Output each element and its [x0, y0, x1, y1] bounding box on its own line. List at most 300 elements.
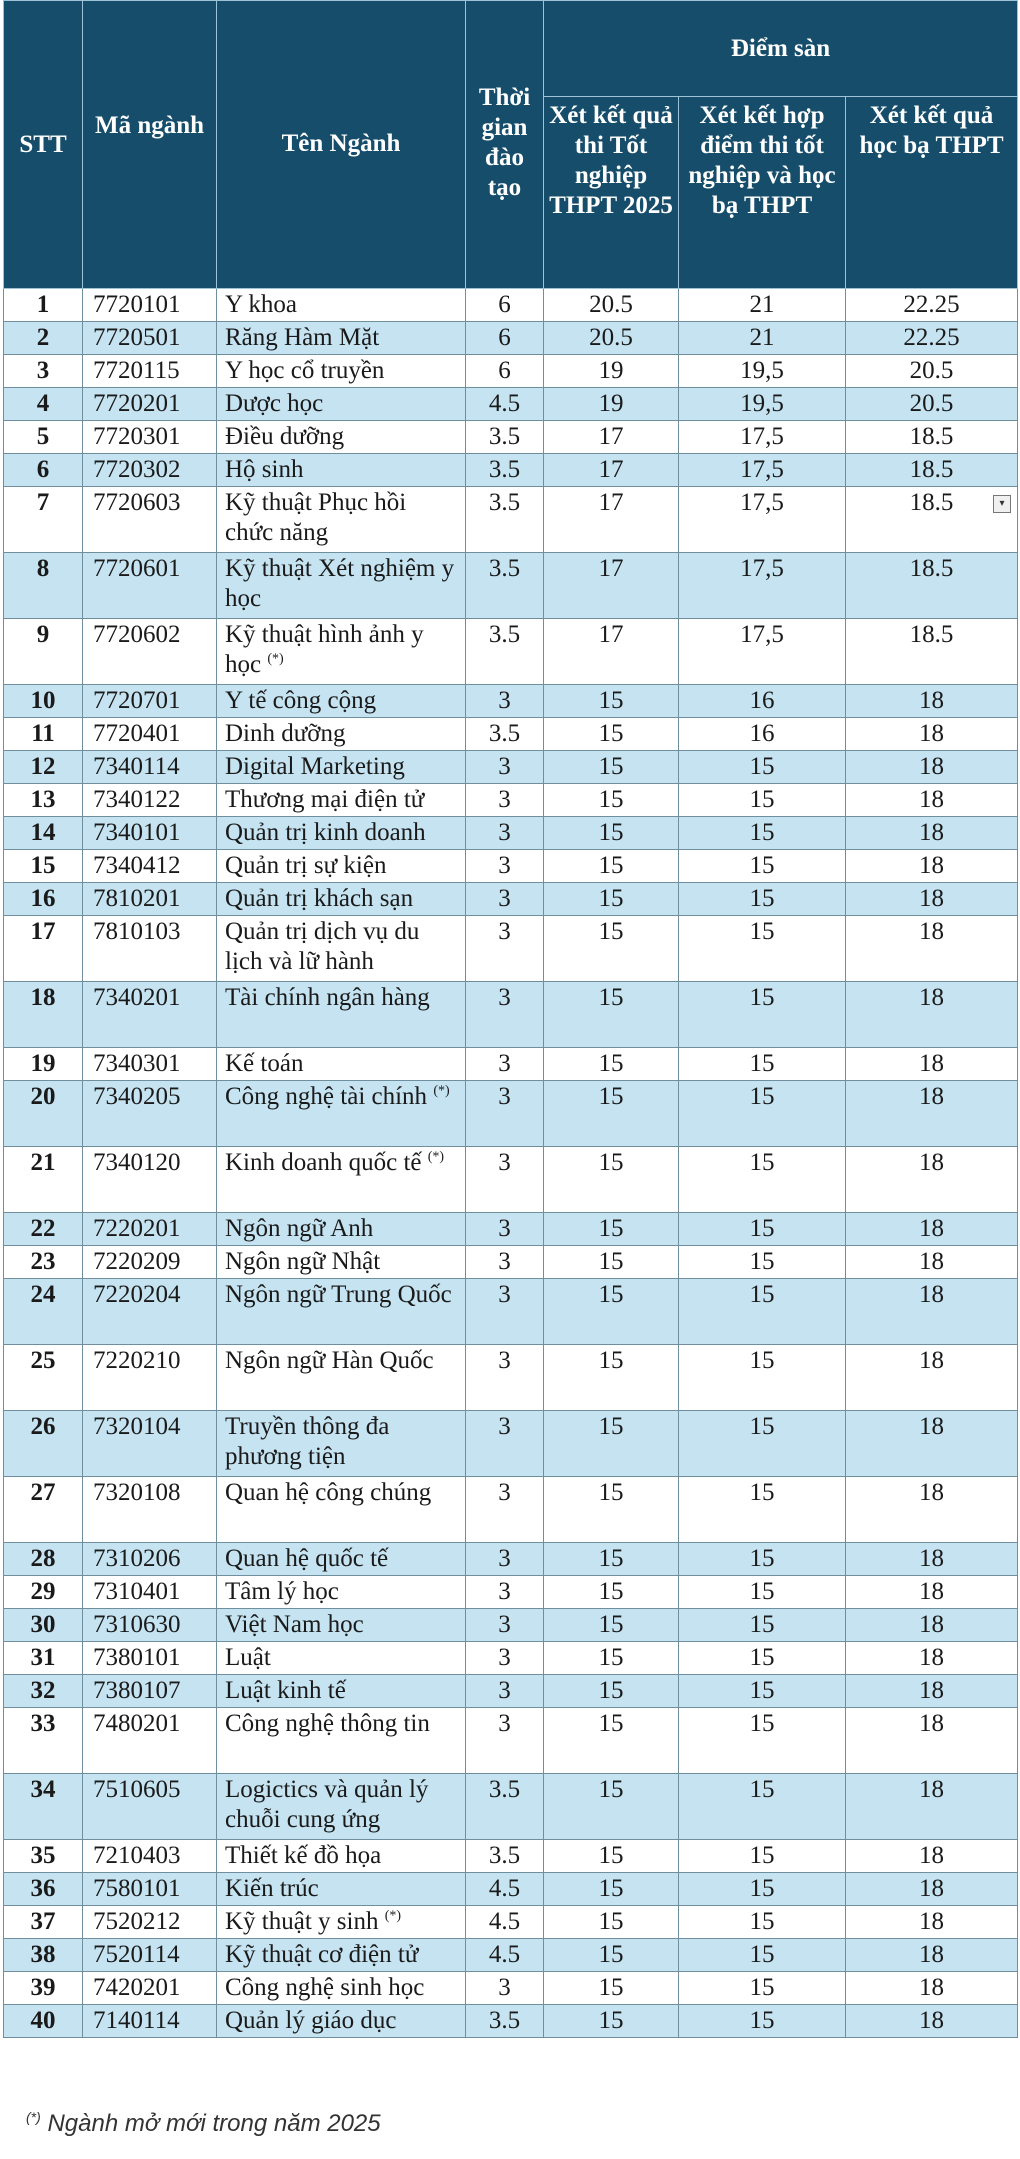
name-cell	[217, 2005, 466, 2038]
score-ket-hop-cell	[679, 1774, 846, 1840]
stt-cell	[4, 421, 83, 454]
score-ket-hop-cell	[679, 487, 846, 553]
name-cell-value: Công nghệ sinh học	[225, 1974, 425, 2001]
stt-cell-value: 22	[30, 1215, 56, 1242]
table-row	[4, 487, 1018, 553]
code-cell-value: 7720602	[93, 621, 181, 648]
score-ket-hop-cell	[679, 1246, 846, 1279]
score-thi-cell-value: 15	[598, 1479, 624, 1506]
code-cell	[83, 883, 217, 916]
score-thi-cell	[544, 718, 679, 751]
name-cell	[217, 1972, 466, 2005]
years-cell	[466, 1840, 544, 1873]
table-row	[4, 850, 1018, 883]
name-cell	[217, 982, 466, 1048]
score-thi-cell	[544, 1345, 679, 1411]
years-cell-value: 3	[498, 1248, 511, 1275]
years-cell	[466, 1609, 544, 1642]
score-thi-cell-value: 15	[598, 1908, 624, 1935]
score-thi-cell-value: 15	[598, 2007, 624, 2034]
stt-cell-value: 29	[30, 1578, 56, 1605]
table-row	[4, 553, 1018, 619]
score-ket-hop-cell	[679, 1147, 846, 1213]
score-thi-cell	[544, 1081, 679, 1147]
code-cell-value: 7420201	[93, 1974, 181, 2001]
score-thi-cell-value: 15	[598, 1149, 624, 1176]
code-cell	[83, 289, 217, 322]
stt-cell	[4, 388, 83, 421]
header-stt: STT	[4, 1, 83, 289]
score-hoc-ba-cell	[846, 1972, 1018, 2005]
years-cell	[466, 1576, 544, 1609]
score-ket-hop-cell	[679, 718, 846, 751]
score-ket-hop-cell-value: 19,5	[740, 390, 784, 417]
score-hoc-ba-cell-value: 18	[919, 1248, 945, 1275]
score-ket-hop-cell	[679, 1873, 846, 1906]
code-cell	[83, 487, 217, 553]
stt-cell	[4, 322, 83, 355]
stt-cell-value: 4	[36, 390, 50, 417]
years-cell-value: 3	[498, 1644, 511, 1671]
score-thi-cell-value: 20.5	[589, 324, 633, 351]
score-hoc-ba-cell-value: 18	[919, 1215, 945, 1242]
code-cell	[83, 916, 217, 982]
name-cell	[217, 1081, 466, 1147]
table-row	[4, 1972, 1018, 2005]
score-ket-hop-cell	[679, 1477, 846, 1543]
table-row	[4, 1246, 1018, 1279]
code-cell	[83, 685, 217, 718]
table-body	[4, 289, 1018, 2038]
score-thi-cell	[544, 1774, 679, 1840]
score-hoc-ba-cell-value: 18	[919, 1974, 945, 2001]
score-hoc-ba-cell-value: 18	[919, 1677, 945, 1704]
dropdown-arrow-icon[interactable]: ▾	[993, 495, 1011, 513]
score-ket-hop-cell	[679, 2005, 846, 2038]
code-cell-value: 7720401	[93, 720, 181, 747]
score-ket-hop-cell-value: 17,5	[740, 489, 784, 516]
score-ket-hop-cell-value: 15	[749, 1545, 775, 1572]
years-cell-value: 3.5	[488, 555, 521, 582]
code-cell-value: 7720701	[93, 687, 181, 714]
code-cell-value: 7220204	[93, 1281, 181, 1308]
table-row	[4, 1939, 1018, 1972]
score-ket-hop-cell-value: 15	[749, 819, 775, 846]
score-ket-hop-cell-value: 15	[749, 1776, 775, 1803]
name-cell-value: Dinh dưỡng	[225, 720, 346, 747]
name-cell-value: Quản trị kinh doanh	[225, 819, 426, 846]
score-hoc-ba-cell-value: 18	[919, 1281, 945, 1308]
header-xet-ket-hop: Xét kết hợp điểm thi tốt nghiệp và học bạ THPT	[679, 97, 846, 289]
score-thi-cell-value: 17	[598, 423, 624, 450]
name-cell-value: Răng Hàm Mặt	[225, 324, 380, 351]
code-cell	[83, 718, 217, 751]
score-thi-cell-value: 17	[598, 555, 624, 582]
score-ket-hop-cell	[679, 1939, 846, 1972]
score-hoc-ba-cell	[846, 454, 1018, 487]
name-cell	[217, 619, 466, 685]
score-ket-hop-cell	[679, 982, 846, 1048]
score-hoc-ba-cell-value: 22.25	[903, 291, 960, 318]
score-hoc-ba-cell	[846, 1081, 1018, 1147]
years-cell-value: 3	[498, 1347, 511, 1374]
years-cell	[466, 1048, 544, 1081]
score-ket-hop-cell-value: 17,5	[740, 555, 784, 582]
header-xet-hoc-ba: Xét kết quả học bạ THPT	[846, 97, 1018, 289]
score-thi-cell-value: 15	[598, 786, 624, 813]
score-ket-hop-cell	[679, 1675, 846, 1708]
score-thi-cell	[544, 751, 679, 784]
years-cell	[466, 1642, 544, 1675]
score-ket-hop-cell-value: 15	[749, 1149, 775, 1176]
years-cell-value: 3.5	[488, 489, 521, 516]
score-hoc-ba-cell-value: 18	[919, 1347, 945, 1374]
years-cell-value: 3	[498, 786, 511, 813]
score-ket-hop-cell	[679, 355, 846, 388]
score-ket-hop-cell-value: 15	[749, 1281, 775, 1308]
table-row	[4, 1081, 1018, 1147]
years-cell-value: 3	[498, 819, 511, 846]
stt-cell	[4, 1345, 83, 1411]
score-thi-cell	[544, 1939, 679, 1972]
score-hoc-ba-cell	[846, 388, 1018, 421]
years-cell-value: 4.5	[488, 1908, 521, 1935]
years-cell-value: 3	[498, 1479, 511, 1506]
score-hoc-ba-cell	[846, 1939, 1018, 1972]
score-hoc-ba-cell-value: 18	[919, 1842, 945, 1869]
code-cell-value: 7320104	[93, 1413, 181, 1440]
code-cell	[83, 2005, 217, 2038]
score-hoc-ba-cell-value: 18	[919, 1941, 945, 1968]
score-hoc-ba-cell-value: 18	[919, 1050, 945, 1077]
stt-cell-value: 33	[30, 1710, 56, 1737]
code-cell	[83, 421, 217, 454]
code-cell-value: 7520212	[93, 1908, 181, 1935]
years-cell-value: 3.5	[488, 621, 521, 648]
stt-cell-value: 13	[30, 786, 56, 813]
name-cell	[217, 1543, 466, 1576]
score-hoc-ba-cell	[846, 751, 1018, 784]
score-hoc-ba-cell	[846, 1708, 1018, 1774]
code-cell-value: 7140114	[93, 2007, 180, 2034]
years-cell	[466, 289, 544, 322]
score-ket-hop-cell	[679, 1972, 846, 2005]
name-cell-value: Công nghệ tài chính	[225, 1083, 428, 1110]
score-ket-hop-cell	[679, 1642, 846, 1675]
years-cell-value: 4.5	[488, 390, 521, 417]
table-row	[4, 619, 1018, 685]
name-cell	[217, 355, 466, 388]
years-cell	[466, 685, 544, 718]
score-ket-hop-cell	[679, 1609, 846, 1642]
score-thi-cell	[544, 619, 679, 685]
name-cell	[217, 817, 466, 850]
score-ket-hop-cell-value: 15	[749, 1347, 775, 1374]
stt-cell-value: 31	[30, 1644, 56, 1671]
table-row	[4, 1675, 1018, 1708]
table-row	[4, 1147, 1018, 1213]
stt-cell	[4, 2005, 83, 2038]
score-thi-cell-value: 15	[598, 1413, 624, 1440]
score-hoc-ba-cell	[846, 1477, 1018, 1543]
score-thi-cell-value: 17	[598, 489, 624, 516]
code-cell	[83, 784, 217, 817]
code-cell-value: 7720201	[93, 390, 181, 417]
stt-cell-value: 16	[30, 885, 56, 912]
table-row	[4, 1411, 1018, 1477]
score-thi-cell-value: 15	[598, 1974, 624, 2001]
stt-cell-value: 39	[30, 1974, 56, 2001]
score-thi-cell-value: 15	[598, 819, 624, 846]
code-cell-value: 7340201	[93, 984, 181, 1011]
score-thi-cell-value: 15	[598, 1644, 624, 1671]
name-cell-value: Quản trị sự kiện	[225, 852, 387, 879]
table-row	[4, 322, 1018, 355]
stt-cell	[4, 850, 83, 883]
score-ket-hop-cell-value: 15	[749, 885, 775, 912]
code-cell-value: 7720501	[93, 324, 181, 351]
code-cell	[83, 1774, 217, 1840]
score-hoc-ba-cell-value: 18	[919, 885, 945, 912]
code-cell	[83, 850, 217, 883]
years-cell-value: 4.5	[488, 1875, 521, 1902]
years-cell	[466, 355, 544, 388]
score-ket-hop-cell	[679, 1081, 846, 1147]
stt-cell	[4, 553, 83, 619]
name-cell	[217, 1609, 466, 1642]
code-cell	[83, 1246, 217, 1279]
code-cell	[83, 1147, 217, 1213]
stt-cell	[4, 685, 83, 718]
score-ket-hop-cell-value: 15	[749, 1677, 775, 1704]
code-cell	[83, 1576, 217, 1609]
score-ket-hop-cell-value: 15	[749, 1974, 775, 2001]
stt-cell-value: 34	[30, 1776, 56, 1803]
name-cell-value: Kinh doanh quốc tế	[225, 1149, 422, 1176]
score-hoc-ba-cell	[846, 1246, 1018, 1279]
stt-cell	[4, 1906, 83, 1939]
score-hoc-ba-cell	[846, 289, 1018, 322]
code-cell-value: 7720603	[93, 489, 181, 516]
score-ket-hop-cell-value: 15	[749, 1842, 775, 1869]
score-hoc-ba-cell	[846, 883, 1018, 916]
name-cell-value: Kiến trúc	[225, 1875, 319, 1902]
name-cell-value: Ngôn ngữ Trung Quốc	[225, 1281, 452, 1308]
table-row	[4, 883, 1018, 916]
score-thi-cell	[544, 784, 679, 817]
name-cell-value: Quan hệ quốc tế	[225, 1545, 389, 1572]
name-cell-value: Thương mại điện tử	[225, 786, 425, 813]
years-cell-value: 3	[498, 1149, 511, 1176]
stt-cell	[4, 454, 83, 487]
name-cell	[217, 1213, 466, 1246]
score-thi-cell-value: 15	[598, 1083, 624, 1110]
score-thi-cell	[544, 982, 679, 1048]
code-cell-value: 7340205	[93, 1083, 181, 1110]
table-row	[4, 1609, 1018, 1642]
score-thi-cell-value: 19	[598, 357, 624, 384]
score-hoc-ba-cell	[846, 685, 1018, 718]
score-ket-hop-cell-value: 15	[749, 1611, 775, 1638]
score-thi-cell-value: 15	[598, 1281, 624, 1308]
code-cell-value: 7310401	[93, 1578, 181, 1605]
score-thi-cell-value: 15	[598, 1611, 624, 1638]
table-row	[4, 2005, 1018, 2038]
score-thi-cell-value: 15	[598, 1578, 624, 1605]
stt-cell	[4, 751, 83, 784]
years-cell-value: 3	[498, 1545, 511, 1572]
years-cell	[466, 421, 544, 454]
table-row	[4, 1906, 1018, 1939]
name-cell-value: Ngôn ngữ Nhật	[225, 1248, 381, 1275]
name-cell-value: Quản trị khách sạn	[225, 885, 414, 912]
score-ket-hop-cell-value: 15	[749, 1413, 775, 1440]
years-cell	[466, 1477, 544, 1543]
code-cell-value: 7720302	[93, 456, 181, 483]
code-cell-value: 7720301	[93, 423, 181, 450]
score-hoc-ba-cell-value: 18.5	[909, 423, 954, 450]
code-cell	[83, 1279, 217, 1345]
table-row	[4, 817, 1018, 850]
stt-cell-value: 12	[30, 753, 56, 780]
years-cell	[466, 1081, 544, 1147]
score-hoc-ba-cell	[846, 1906, 1018, 1939]
years-cell	[466, 751, 544, 784]
score-hoc-ba-cell	[846, 1840, 1018, 1873]
score-thi-cell	[544, 1411, 679, 1477]
score-ket-hop-cell	[679, 916, 846, 982]
code-cell-value: 7380107	[93, 1677, 181, 1704]
code-cell-value: 7220210	[93, 1347, 181, 1374]
score-hoc-ba-cell-value: 18.5	[909, 621, 954, 648]
score-ket-hop-cell	[679, 289, 846, 322]
score-thi-cell	[544, 685, 679, 718]
years-cell-value: 3	[498, 687, 511, 714]
stt-cell-value: 27	[30, 1479, 56, 1506]
stt-cell-value: 20	[30, 1083, 56, 1110]
score-hoc-ba-cell	[846, 1411, 1018, 1477]
score-hoc-ba-cell	[846, 1147, 1018, 1213]
score-ket-hop-cell	[679, 1048, 846, 1081]
score-hoc-ba-cell	[846, 1774, 1018, 1840]
code-cell	[83, 1642, 217, 1675]
years-cell	[466, 1246, 544, 1279]
score-thi-cell	[544, 1708, 679, 1774]
table-row	[4, 1873, 1018, 1906]
score-ket-hop-cell	[679, 1345, 846, 1411]
name-cell-value: Công nghệ thông tin	[225, 1710, 430, 1737]
years-cell-value: 3	[498, 1083, 511, 1110]
name-cell-value: Truyền thông đa phương tiện	[225, 1413, 390, 1470]
years-cell-value: 3	[498, 1710, 511, 1737]
score-hoc-ba-cell	[846, 1873, 1018, 1906]
table-row	[4, 1708, 1018, 1774]
name-cell-value: Quản trị dịch vụ du lịch và lữ hành	[225, 918, 420, 975]
stt-cell-value: 1	[36, 291, 50, 318]
score-ket-hop-cell	[679, 784, 846, 817]
years-cell	[466, 1708, 544, 1774]
score-hoc-ba-cell-value: 18	[919, 1611, 945, 1638]
name-cell	[217, 421, 466, 454]
name-cell-value: Kỹ thuật Xét nghiệm y học	[225, 555, 455, 612]
table-row	[4, 1477, 1018, 1543]
stt-cell	[4, 355, 83, 388]
score-ket-hop-cell	[679, 421, 846, 454]
score-hoc-ba-cell-value: 18	[919, 1578, 945, 1605]
score-hoc-ba-cell-value: 18	[919, 1776, 945, 1803]
years-cell-value: 3.5	[488, 2007, 521, 2034]
stt-cell-value: 36	[30, 1875, 56, 1902]
table-row	[4, 1279, 1018, 1345]
years-cell	[466, 1675, 544, 1708]
stt-cell-value: 24	[30, 1281, 56, 1308]
years-cell	[466, 487, 544, 553]
stt-cell-value: 7	[36, 489, 50, 516]
score-ket-hop-cell	[679, 685, 846, 718]
new-major-marker: (*)	[427, 1149, 445, 1165]
score-ket-hop-cell	[679, 619, 846, 685]
table-row	[4, 1840, 1018, 1873]
stt-cell	[4, 982, 83, 1048]
table-row	[4, 1543, 1018, 1576]
score-ket-hop-cell-value: 15	[749, 753, 775, 780]
score-hoc-ba-cell-value: 18	[919, 918, 945, 945]
table-row	[4, 718, 1018, 751]
stt-cell	[4, 1081, 83, 1147]
score-thi-cell	[544, 1906, 679, 1939]
name-cell-value: Digital Marketing	[225, 753, 405, 780]
score-thi-cell	[544, 817, 679, 850]
stt-cell	[4, 916, 83, 982]
name-cell	[217, 685, 466, 718]
score-thi-cell	[544, 1675, 679, 1708]
name-cell	[217, 322, 466, 355]
score-ket-hop-cell-value: 16	[749, 687, 775, 714]
stt-cell-value: 11	[31, 720, 55, 747]
score-ket-hop-cell-value: 15	[749, 1941, 775, 1968]
name-cell	[217, 1642, 466, 1675]
name-cell	[217, 751, 466, 784]
name-cell-value: Luật kinh tế	[225, 1677, 346, 1704]
code-cell-value: 7340120	[93, 1149, 181, 1176]
score-thi-cell	[544, 1609, 679, 1642]
score-hoc-ba-cell	[846, 553, 1018, 619]
table-row	[4, 421, 1018, 454]
header-xet-thi: Xét kết quả thi Tốt nghiệp THPT 2025	[544, 97, 679, 289]
score-hoc-ba-cell	[846, 1279, 1018, 1345]
code-cell-value: 7810103	[93, 918, 181, 945]
stt-cell	[4, 1246, 83, 1279]
years-cell	[466, 1939, 544, 1972]
table-row	[4, 1642, 1018, 1675]
stt-cell	[4, 1543, 83, 1576]
score-hoc-ba-cell	[846, 916, 1018, 982]
code-cell-value: 7720101	[93, 291, 181, 318]
name-cell-value: Kỹ thuật hình ảnh y học	[225, 621, 424, 678]
score-thi-cell-value: 15	[598, 687, 624, 714]
name-cell	[217, 553, 466, 619]
years-cell	[466, 718, 544, 751]
score-thi-cell	[544, 1279, 679, 1345]
score-hoc-ba-cell	[846, 1609, 1018, 1642]
stt-cell-value: 32	[30, 1677, 56, 1704]
code-cell	[83, 1840, 217, 1873]
name-cell-value: Thiết kế đồ họa	[225, 1842, 382, 1869]
years-cell	[466, 850, 544, 883]
score-thi-cell	[544, 916, 679, 982]
years-cell-value: 3	[498, 1677, 511, 1704]
table-row	[4, 388, 1018, 421]
